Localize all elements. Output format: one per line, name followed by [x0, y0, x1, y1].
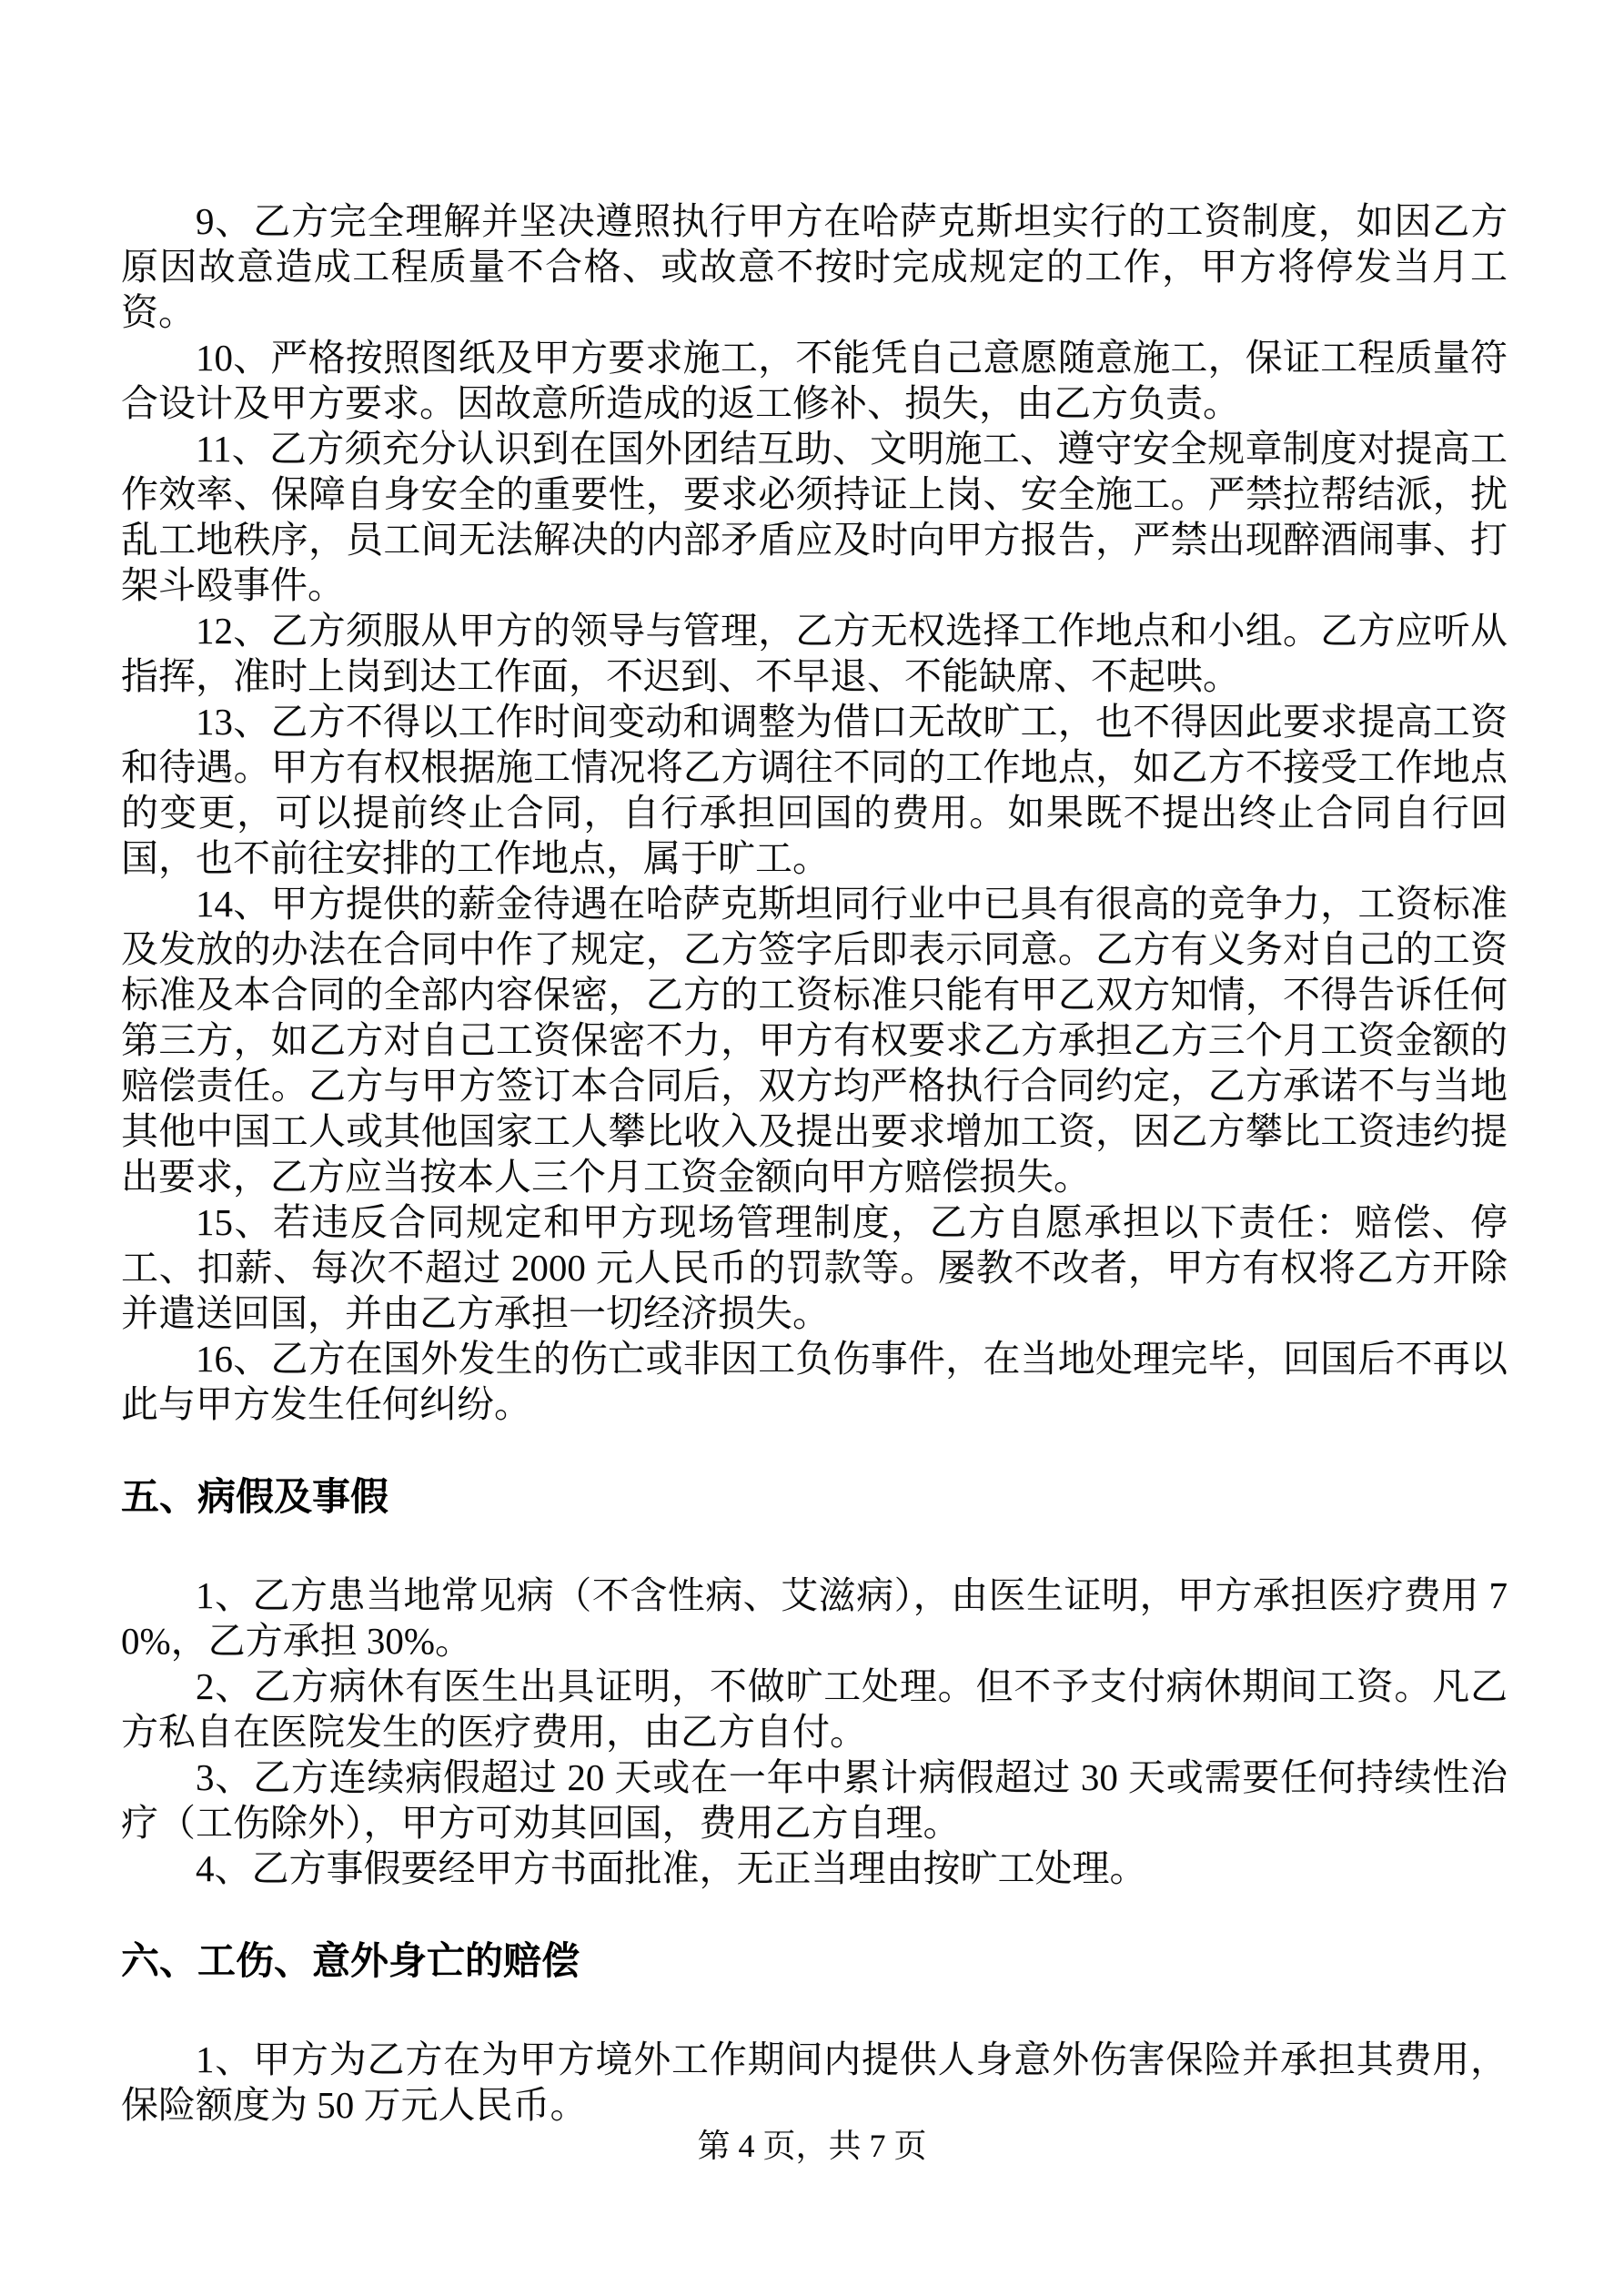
- sick-leave-clause-1: 1、乙方患当地常见病（不含性病、艾滋病），由医生证明，甲方承担医疗费用 70%，乙方承担 30%。: [121, 1574, 1508, 1662]
- sick-leave-clause-3: 3、乙方连续病假超过 20 天或在一年中累计病假超过 30 天或需要任何持续性治疗（工伤除外），甲方可劝其回国，费用乙方自理。: [121, 1756, 1508, 1844]
- clause-12: 12、乙方须服从甲方的领导与管理，乙方无权选择工作地点和小组。乙方应听从指挥，准时上岗到达工作面，不迟到、不早退、不能缺席、不起哄。: [121, 610, 1508, 697]
- contract-body: [121, 198, 1508, 2128]
- clause-11: 11、乙方须充分认识到在国外团结互助、文明施工、遵守安全规章制度对提高工作效率、保障自身安全的重要性，要求必须持证上岗、安全施工。严禁拉帮结派，扰乱工地秩序，员工间无法解决的内部矛盾应及时向甲方报告，严禁出现醉酒闹事、打架斗殴事件。: [121, 428, 1508, 606]
- clause-13: 13、乙方不得以工作时间变动和调整为借口无故旷工，也不得因此要求提高工资和待遇。甲方有权根据施工情况将乙方调往不同的工作地点，如乙方不接受工作地点的变更，可以提前终止合同，自行承担回国的费用。如果既不提出终止合同自行回国，也不前往安排的工作地点，属于旷工。: [121, 701, 1508, 879]
- clause-16: 16、乙方在国外发生的伤亡或非因工负伤事件，在当地处理完毕，回国后不再以此与甲方发生任何纠纷。: [121, 1338, 1508, 1425]
- sick-leave-clause-4: 4、乙方事假要经甲方书面批准，无正当理由按旷工处理。: [196, 1847, 1147, 1889]
- sick-leave-clause-2: 2、乙方病休有医生出具证明，不做旷工处理。但不予支付病休期间工资。凡乙方私自在医院发生的医疗费用，由乙方自付。: [121, 1665, 1508, 1753]
- page-footer: [0, 2126, 1624, 2166]
- section-heading-sick-leave: 五、病假及事假: [121, 1475, 389, 1518]
- clause-14: 14、甲方提供的薪金待遇在哈萨克斯坦同行业中已具有很高的竞争力，工资标准及发放的办法在合同中作了规定，乙方签字后即表示同意。乙方有义务对自己的工资标准及本合同的全部内容保密，乙方的工资标准只能有甲乙双方知情，不得告诉任何第三方，如乙方对自己工资保密不力，甲方有权要求乙方承担乙方三个月工资金额的赔偿责任。乙方与甲方签订本合同后，双方均严格执行合同约定，乙方承诺不与当地其他中国工人或其他国家工人攀比收入及提出要求增加工资，因乙方攀比工资违约提出要求，乙方应当按本人三个月工资金额向甲方赔偿损失。: [121, 883, 1508, 1198]
- clause-9: 9、乙方完全理解并坚决遵照执行甲方在哈萨克斯坦实行的工资制度，如因乙方原因故意造成工程质量不合格、或故意不按时完成规定的工作，甲方将停发当月工资。: [121, 200, 1508, 333]
- injury-clause-1: 1、甲方为乙方在为甲方境外工作期间内提供人身意外伤害保险并承担其费用，保险额度为 50 万元人民币。: [121, 2038, 1508, 2126]
- clause-15: 15、若违反合同规定和甲方现场管理制度，乙方自愿承担以下责任：赔偿、停工、扣薪、每次不超过 2000 元人民币的罚款等。屡教不改者，甲方有权将乙方开除并遣送回国，并由乙方承担一切经济损失。: [121, 1201, 1508, 1334]
- page-number-label: 第 4 页，共 7 页: [697, 2128, 927, 2164]
- section-heading-injury-compensation: 六、工伤、意外身亡的赔偿: [121, 1939, 580, 1982]
- clause-10: 10、严格按照图纸及甲方要求施工，不能凭自己意愿随意施工，保证工程质量符合设计及甲方要求。因故意所造成的返工修补、损失，由乙方负责。: [121, 337, 1508, 424]
